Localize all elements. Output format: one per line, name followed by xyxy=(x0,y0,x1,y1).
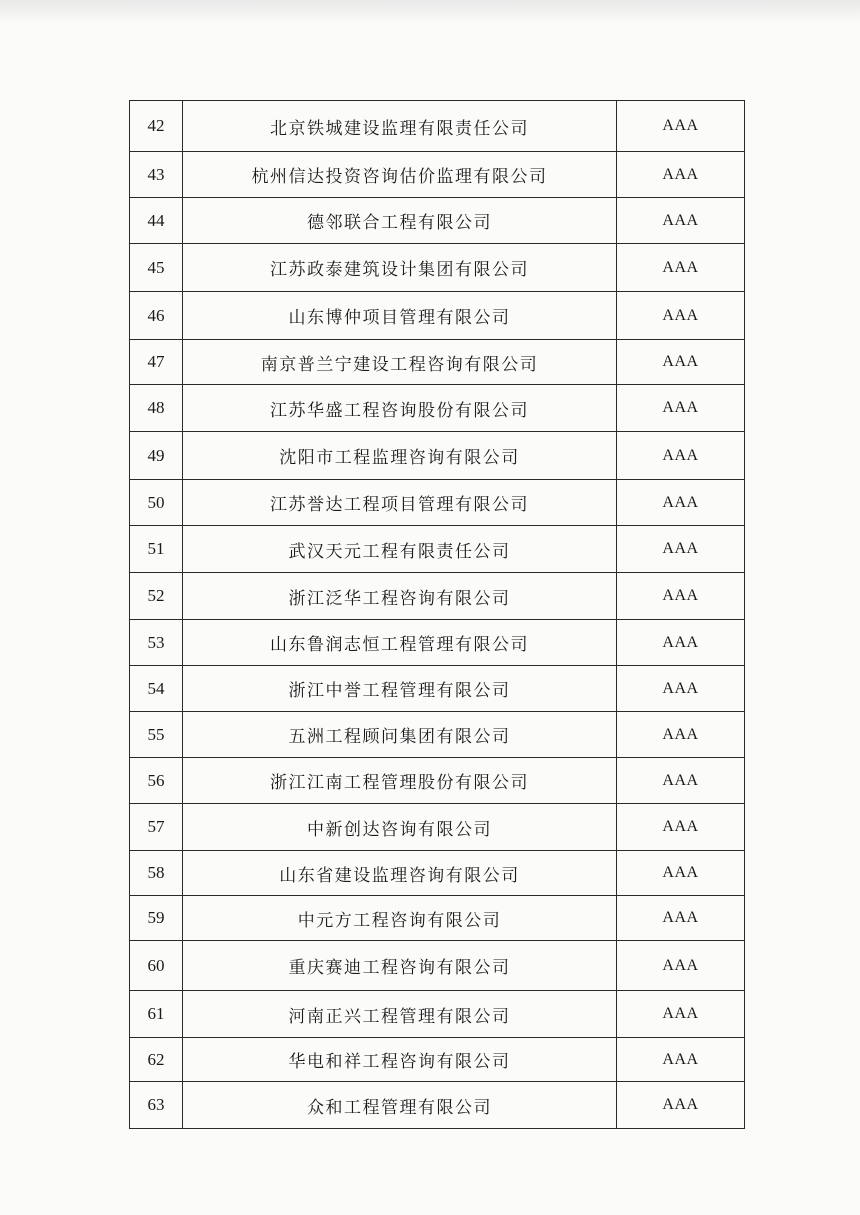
row-number: 55 xyxy=(130,712,183,758)
credit-rating: AAA xyxy=(617,712,745,758)
row-number: 57 xyxy=(130,804,183,851)
credit-rating: AAA xyxy=(617,432,745,480)
table-row xyxy=(130,1038,745,1082)
company-rating-table xyxy=(129,100,745,1129)
company-name: 河南正兴工程管理有限公司 xyxy=(183,991,617,1038)
table-row xyxy=(130,385,745,432)
company-name: 杭州信达投资咨询估价监理有限公司 xyxy=(183,152,617,198)
company-name: 北京铁城建设监理有限责任公司 xyxy=(183,101,617,152)
credit-rating: AAA xyxy=(617,526,745,573)
credit-rating: AAA xyxy=(617,666,745,712)
table-row xyxy=(130,804,745,851)
company-name: 五洲工程顾问集团有限公司 xyxy=(183,712,617,758)
table-row xyxy=(130,896,745,941)
row-number: 50 xyxy=(130,480,183,526)
company-name: 南京普兰宁建设工程咨询有限公司 xyxy=(183,340,617,385)
table-row xyxy=(130,244,745,292)
company-name: 浙江江南工程管理股份有限公司 xyxy=(183,758,617,804)
row-number: 56 xyxy=(130,758,183,804)
row-number: 58 xyxy=(130,851,183,896)
credit-rating: AAA xyxy=(617,340,745,385)
table-row xyxy=(130,526,745,573)
row-number: 62 xyxy=(130,1038,183,1082)
credit-rating: AAA xyxy=(617,804,745,851)
row-number: 46 xyxy=(130,292,183,340)
table-row xyxy=(130,620,745,666)
table-row xyxy=(130,851,745,896)
table-body xyxy=(130,101,745,1129)
credit-rating: AAA xyxy=(617,758,745,804)
table-row xyxy=(130,758,745,804)
table-row xyxy=(130,573,745,620)
company-name: 山东鲁润志恒工程管理有限公司 xyxy=(183,620,617,666)
company-name: 武汉天元工程有限责任公司 xyxy=(183,526,617,573)
table-row xyxy=(130,101,745,152)
table-row xyxy=(130,432,745,480)
table-row xyxy=(130,340,745,385)
row-number: 42 xyxy=(130,101,183,152)
credit-rating: AAA xyxy=(617,198,745,244)
row-number: 47 xyxy=(130,340,183,385)
row-number: 54 xyxy=(130,666,183,712)
credit-rating: AAA xyxy=(617,385,745,432)
row-number: 52 xyxy=(130,573,183,620)
credit-rating: AAA xyxy=(617,620,745,666)
credit-rating: AAA xyxy=(617,573,745,620)
row-number: 60 xyxy=(130,941,183,991)
credit-rating: AAA xyxy=(617,941,745,991)
company-name: 德邻联合工程有限公司 xyxy=(183,198,617,244)
company-name: 山东省建设监理咨询有限公司 xyxy=(183,851,617,896)
row-number: 59 xyxy=(130,896,183,941)
company-name: 江苏华盛工程咨询股份有限公司 xyxy=(183,385,617,432)
company-name: 众和工程管理有限公司 xyxy=(183,1082,617,1129)
company-name: 江苏誉达工程项目管理有限公司 xyxy=(183,480,617,526)
credit-rating: AAA xyxy=(617,292,745,340)
company-name: 中新创达咨询有限公司 xyxy=(183,804,617,851)
row-number: 44 xyxy=(130,198,183,244)
row-number: 45 xyxy=(130,244,183,292)
table-row xyxy=(130,292,745,340)
credit-rating: AAA xyxy=(617,244,745,292)
row-number: 49 xyxy=(130,432,183,480)
company-name: 中元方工程咨询有限公司 xyxy=(183,896,617,941)
credit-rating: AAA xyxy=(617,152,745,198)
row-number: 51 xyxy=(130,526,183,573)
credit-rating: AAA xyxy=(617,1082,745,1129)
table-row xyxy=(130,1082,745,1129)
credit-rating: AAA xyxy=(617,851,745,896)
scan-edge-shading xyxy=(0,0,860,24)
row-number: 43 xyxy=(130,152,183,198)
table-row xyxy=(130,991,745,1038)
table-row xyxy=(130,941,745,991)
table-row xyxy=(130,712,745,758)
company-name: 华电和祥工程咨询有限公司 xyxy=(183,1038,617,1082)
credit-rating: AAA xyxy=(617,480,745,526)
table-row xyxy=(130,666,745,712)
row-number: 61 xyxy=(130,991,183,1038)
credit-rating: AAA xyxy=(617,896,745,941)
table-row xyxy=(130,152,745,198)
company-name: 浙江泛华工程咨询有限公司 xyxy=(183,573,617,620)
company-name: 重庆赛迪工程咨询有限公司 xyxy=(183,941,617,991)
company-name: 浙江中誉工程管理有限公司 xyxy=(183,666,617,712)
row-number: 48 xyxy=(130,385,183,432)
company-name: 江苏政泰建筑设计集团有限公司 xyxy=(183,244,617,292)
row-number: 63 xyxy=(130,1082,183,1129)
table-row xyxy=(130,198,745,244)
table-row xyxy=(130,480,745,526)
credit-rating: AAA xyxy=(617,1038,745,1082)
row-number: 53 xyxy=(130,620,183,666)
credit-rating: AAA xyxy=(617,101,745,152)
company-name: 山东博仲项目管理有限公司 xyxy=(183,292,617,340)
credit-rating: AAA xyxy=(617,991,745,1038)
company-name: 沈阳市工程监理咨询有限公司 xyxy=(183,432,617,480)
